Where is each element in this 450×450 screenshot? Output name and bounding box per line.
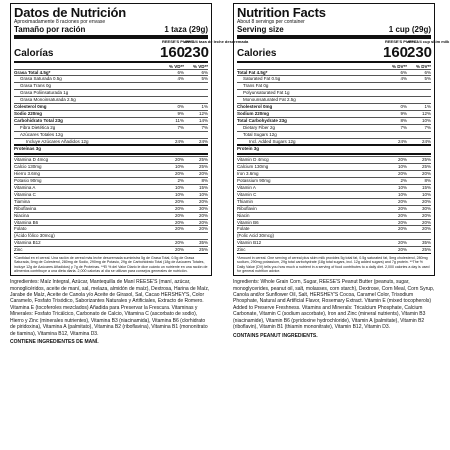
nutrient-name: Colesterol 0mg bbox=[14, 104, 47, 110]
serving-size-label: Serving size bbox=[237, 25, 284, 34]
nutrient-name: Vitamin B6 bbox=[237, 219, 259, 225]
nutrient-row bbox=[14, 117, 208, 124]
dv-with-milk: 12% bbox=[421, 110, 431, 116]
dv-cereal: 20% bbox=[174, 205, 184, 211]
nutrient-name: Vitamina B12 bbox=[14, 240, 41, 246]
dv-with-milk: 20% bbox=[198, 171, 208, 177]
col1-header: REESE'S PUFFS bbox=[385, 39, 417, 44]
calories-with-milk: 230 bbox=[184, 43, 210, 61]
dv-cereal: 6% bbox=[177, 69, 184, 75]
nutrient-name: Vitamina D 4mcg bbox=[14, 157, 49, 163]
dv-with-milk: 20% bbox=[421, 171, 431, 177]
nutrient-name: Riboflavina bbox=[14, 205, 37, 211]
dv-with-milk: 6% bbox=[424, 69, 431, 75]
nutrient-name: Thiamin bbox=[237, 198, 254, 204]
nutrient-name: Incluye Azúcares Añadidos 12g bbox=[26, 138, 89, 144]
nutrient-name: Niacin bbox=[237, 212, 250, 218]
dv-with-milk: 8% bbox=[424, 178, 431, 184]
divider bbox=[237, 61, 431, 63]
dv-cereal: 7% bbox=[400, 124, 407, 130]
nutrient-name: Grasa Poliinsaturada 1g bbox=[20, 90, 69, 96]
serving-size-label: Tamaño por ración bbox=[14, 25, 86, 34]
dv-with-milk: 30% bbox=[198, 205, 208, 211]
nutrient-row bbox=[14, 103, 208, 110]
nutrient-name: Azúcares Totales 12g bbox=[20, 131, 63, 137]
ingredients-text: Ingredientes: Maíz Integral, Azúcar, Mantequilla de Maní REESE'S (maní, azúcar, monoglicéridos, aceite de maní, sal, melaza, almidón de maíz), Dextrosa, Harina de Maíz, Jarabe de Maíz, Aceite de Canola y/o Aceite de Girasol, Sal, Cacao HERSHEY'S, Color Caramelo, Fosfato Trisódico, Saborizantes Naturales y Artificiales, Extracto de Romero. Vitamina E (tocoferoles mezclados) Añadida para Preservar la Frescura. Vitaminas y Minerales: Fosfato Tricálcico, Carbonato de Calcio, Vitamina C (ascorbato de sodio), Hierro y Zinc (minerales nutrientes), Vitamina B3 (niacinamida), Vitamina B6 (clorhidrato de piridoxina), Vitamina A (palmitato), Vitamina B2 (riboflavina), Vitamina B1 (mononitrato de tiamina), Vitamina B12, Vitamina D3. bbox=[10, 279, 210, 337]
dv-cereal: 4% bbox=[400, 76, 407, 82]
dv-cereal: 10% bbox=[174, 185, 184, 190]
vitamin-row bbox=[237, 212, 431, 219]
dv-with-milk: 7% bbox=[424, 124, 431, 130]
dv-with-milk: 15% bbox=[198, 185, 208, 190]
vitamin-row bbox=[237, 177, 431, 184]
nutrient-name: Grasa Trans 0g bbox=[20, 83, 52, 89]
dv-with-milk: 5% bbox=[201, 76, 208, 82]
dv-with-milk: 1% bbox=[201, 104, 208, 110]
dv-with-milk: 30% bbox=[421, 205, 431, 211]
dv-cereal: 20% bbox=[397, 240, 407, 246]
dv-header: % VD** bbox=[192, 63, 208, 69]
dv-cereal: 10% bbox=[397, 191, 407, 197]
vitamin-row bbox=[237, 225, 431, 232]
nutrient-row bbox=[237, 82, 431, 89]
nutrient-name: Tiamina bbox=[14, 198, 30, 204]
dv-with-milk: 35% bbox=[421, 240, 431, 246]
allergen-statement: CONTAINS PEANUT INGREDIENTS. bbox=[233, 332, 318, 339]
divider bbox=[237, 153, 431, 155]
dv-with-milk: 20% bbox=[421, 219, 431, 225]
nutrient-name: Cholesterol 0mg bbox=[237, 104, 273, 110]
nutrient-name: Grasa Monoinsaturada 2.5g bbox=[20, 97, 76, 103]
dv-cereal: 8% bbox=[400, 117, 407, 123]
vitamin-row bbox=[237, 219, 431, 226]
dv-with-milk: 10% bbox=[421, 191, 431, 197]
dv-with-milk: 25% bbox=[198, 164, 208, 170]
dv-cereal: 2% bbox=[177, 178, 184, 184]
dv-with-milk: 24% bbox=[421, 138, 431, 144]
vitamin-list bbox=[237, 156, 431, 253]
nutrient-row bbox=[237, 89, 431, 96]
dv-with-milk: 15% bbox=[421, 185, 431, 190]
dv-cereal: 20% bbox=[174, 171, 184, 177]
dv-cereal: 20% bbox=[397, 157, 407, 163]
nutrition-label bbox=[233, 3, 450, 276]
vitamin-row bbox=[237, 198, 431, 205]
dv-with-milk: 20% bbox=[421, 226, 431, 232]
vitamin-row bbox=[14, 219, 208, 226]
nutrient-name: Saturated Fat 0.5g bbox=[243, 76, 281, 82]
calories-label: Calories bbox=[237, 47, 277, 59]
dv-with-milk: 20% bbox=[198, 219, 208, 225]
dv-with-milk: 20% bbox=[198, 212, 208, 218]
dv-cereal: 7% bbox=[177, 124, 184, 130]
nutrient-name: Calcio 130mg bbox=[14, 164, 42, 170]
dv-with-milk: 8% bbox=[201, 178, 208, 184]
nutrient-name: Niacina bbox=[14, 212, 30, 218]
footnote: *Cantidad en el cereal. Una ración de cereal más leche descremada suministra 5g de Grasa Total, 0.5g de Grasa Saturada, 5mg de Colesterol, 280mg de Sodio, 290mg de Potasio, 29g de Carbohidrato Total (18g de Azúcares Totales, incluye 12g de Azúcares Añadidos) y 7g de Proteínas. **El % del Valor Diario le dice cuánto un nutriente en una ración de alimentos contribuye a una dieta diaria. 2,000 calorías al día se utilizan para consejos generales de nutrición. bbox=[14, 256, 208, 273]
vitamin-row bbox=[14, 191, 208, 198]
dv-header: % DV** bbox=[391, 63, 407, 69]
calories-row bbox=[14, 45, 208, 60]
dv-with-milk: 25% bbox=[421, 157, 431, 163]
nutrient-name: Fibra Dietética 2g bbox=[20, 124, 56, 130]
nutrient-row bbox=[14, 69, 208, 76]
nutrient-name: Total Sugars 12g bbox=[243, 131, 277, 137]
dv-cereal: 20% bbox=[397, 226, 407, 232]
nutrient-list bbox=[237, 69, 431, 153]
dv-cereal: 9% bbox=[177, 110, 184, 116]
dv-cereal: 20% bbox=[174, 198, 184, 204]
dv-cereal: 10% bbox=[174, 191, 184, 197]
calories-with-milk: 230 bbox=[407, 43, 433, 61]
vitamin-list bbox=[14, 156, 208, 253]
vitamin-row bbox=[237, 156, 431, 163]
nutrient-name: Vitamin B12 bbox=[237, 240, 262, 246]
dv-cereal: 20% bbox=[397, 171, 407, 177]
dv-cereal: 20% bbox=[397, 212, 407, 218]
dv-with-milk: 10% bbox=[421, 117, 431, 123]
ingredients-text: Ingredients: Whole Grain Corn, Sugar, REESE'S Peanut Butter (peanuts, sugar, monoglycerides, peanut oil, salt, molasses, corn starch), Dextrose, Corn Meal, Corn Syrup, Canola and/or Sunflower Oil, Salt, HERSHEY'S Cocoa, Caramel Color, Trisodium Phosphate, Natural and Artificial Flavor, Rosemary Extract. Vitamin E (mixed tocopherols) Added to Preserve Freshness. Vitamins and Minerals: Tricalcium Phosphate, Calcium Carbonate, Vitamin C (sodium ascorbate), Iron and Zinc (mineral nutrients), Vitamin B3 (niacinamide), Vitamin B6 (pyridoxine hydrochloride), Vitamin A (palmitate), Vitamin B2 (riboflavin), Vitamin B1 (thiamin mononitrate), Vitamin B12, Vitamin D3. bbox=[233, 279, 435, 331]
vitamin-row bbox=[14, 246, 208, 253]
nutrient-row bbox=[237, 124, 431, 131]
serving-size-row bbox=[237, 25, 431, 34]
nutrient-name: Polyunsaturated Fat 1g bbox=[243, 90, 290, 96]
nutrient-row bbox=[237, 117, 431, 124]
dv-cereal: 10% bbox=[397, 164, 407, 170]
nutrient-list bbox=[14, 69, 208, 153]
nutrient-name: Calcium 130mg bbox=[237, 164, 269, 170]
dv-cereal: 20% bbox=[174, 157, 184, 163]
nutrient-name: Zinc bbox=[237, 247, 246, 253]
nutrient-row bbox=[237, 103, 431, 110]
nutrient-name: Potassium 90mg bbox=[237, 178, 271, 184]
dv-with-milk: 25% bbox=[198, 157, 208, 163]
dv-cereal: 6% bbox=[400, 69, 407, 75]
dv-with-milk: 20% bbox=[198, 198, 208, 204]
divider bbox=[237, 253, 431, 254]
dv-cereal: 2% bbox=[400, 178, 407, 184]
vitamin-row bbox=[237, 232, 431, 239]
dv-cereal: 10% bbox=[174, 164, 184, 170]
nutrient-name: Sodio 220mg bbox=[14, 110, 43, 116]
servings-per-container: About 8 servings per container bbox=[237, 19, 305, 25]
nutrient-row bbox=[237, 138, 431, 145]
vitamin-row bbox=[237, 246, 431, 253]
english-nutrition-panel bbox=[233, 3, 450, 447]
nutrient-name: Dietary Fiber 2g bbox=[243, 124, 276, 130]
dv-with-milk: 12% bbox=[198, 110, 208, 116]
dv-cereal: 0% bbox=[177, 104, 184, 110]
nutrient-name: Proteínas 3g bbox=[14, 146, 42, 152]
dv-with-milk: 7% bbox=[201, 124, 208, 130]
dv-with-milk: 24% bbox=[198, 138, 208, 144]
nutrient-name: Grasa Total 4.5g* bbox=[14, 69, 51, 75]
nutrient-name: Riboflavin bbox=[237, 205, 257, 211]
nutrient-name: Total Carbohydrate 23g bbox=[237, 117, 287, 123]
nutrient-name: Carbohidrato Total 23g bbox=[14, 117, 63, 123]
allergen-statement: CONTIENE INGREDIENTES DE MANÍ. bbox=[10, 338, 99, 345]
dv-with-milk: 14% bbox=[198, 117, 208, 123]
nutrient-row bbox=[14, 110, 208, 117]
nutrient-name: Total Fat 4.5g* bbox=[237, 69, 268, 75]
dv-with-milk: 20% bbox=[421, 212, 431, 218]
nutrient-name: Vitamin D 4mcg bbox=[237, 157, 269, 163]
label-title: Datos de Nutrición bbox=[14, 5, 126, 20]
vitamin-row bbox=[14, 212, 208, 219]
nutrient-row bbox=[14, 89, 208, 96]
col1-header: REESE'S PUFFS bbox=[162, 39, 194, 44]
dv-with-milk: 25% bbox=[198, 247, 208, 253]
vitamin-row bbox=[237, 205, 431, 212]
dv-cereal: 20% bbox=[174, 226, 184, 232]
vitamin-row bbox=[14, 177, 208, 184]
dv-with-milk: 25% bbox=[421, 164, 431, 170]
nutrient-name: (Ácido fólico 30mcg) bbox=[14, 233, 55, 239]
dv-cereal: 24% bbox=[174, 138, 184, 144]
nutrient-row bbox=[237, 144, 431, 152]
dv-header: % VD** bbox=[168, 63, 184, 69]
nutrient-name: Sodium 220mg bbox=[237, 110, 270, 116]
vitamin-row bbox=[14, 156, 208, 163]
dv-cereal: 0% bbox=[400, 104, 407, 110]
nutrient-name: Monounsaturated Fat 2.5g bbox=[243, 97, 296, 103]
vitamin-row bbox=[237, 239, 431, 246]
nutrient-name: (Folic Acid 30mcg) bbox=[237, 233, 275, 239]
nutrient-name: Trans Fat 0g bbox=[243, 83, 269, 89]
dv-with-milk: 6% bbox=[201, 69, 208, 75]
nutrient-name: Zinc bbox=[14, 247, 23, 253]
nutrient-row bbox=[14, 131, 208, 138]
nutrient-name: Hierro 3.6mg bbox=[14, 171, 41, 177]
vitamin-row bbox=[237, 184, 431, 191]
divider bbox=[14, 61, 208, 63]
calories-label: Calorías bbox=[14, 47, 54, 59]
nutrient-row bbox=[237, 96, 431, 103]
vitamin-row bbox=[14, 232, 208, 239]
divider bbox=[14, 153, 208, 155]
vitamin-row bbox=[14, 170, 208, 177]
dv-cereal: 24% bbox=[397, 138, 407, 144]
dv-with-milk: 5% bbox=[424, 76, 431, 82]
dv-cereal: 20% bbox=[174, 219, 184, 225]
nutrient-row bbox=[237, 75, 431, 82]
dv-cereal: 20% bbox=[174, 247, 184, 253]
nutrient-name: Folato bbox=[14, 226, 27, 232]
dv-cereal: 10% bbox=[397, 185, 407, 190]
nutrient-name: Protein 3g bbox=[237, 146, 260, 152]
dv-cereal: 4% bbox=[177, 76, 184, 82]
serving-size-value: 1 cup (29g) bbox=[388, 25, 431, 34]
nutrient-name: Vitamina B6 bbox=[14, 219, 39, 225]
nutrient-row bbox=[14, 144, 208, 152]
vitamin-row bbox=[14, 205, 208, 212]
nutrient-name: Incl. Added Sugars 12g bbox=[249, 138, 296, 144]
nutrient-row bbox=[14, 124, 208, 131]
nutrient-row bbox=[237, 131, 431, 138]
dv-cereal: 20% bbox=[174, 212, 184, 218]
nutrient-name: Iron 3.6mg bbox=[237, 171, 259, 177]
dv-with-milk: 25% bbox=[421, 247, 431, 253]
calories-cereal: 160 bbox=[383, 43, 409, 61]
dv-with-milk: 35% bbox=[198, 240, 208, 246]
nutrient-row bbox=[14, 75, 208, 82]
vitamin-row bbox=[14, 198, 208, 205]
nutrient-row bbox=[14, 82, 208, 89]
vitamin-row bbox=[14, 163, 208, 170]
nutrient-row bbox=[14, 96, 208, 103]
dv-cereal: 20% bbox=[397, 205, 407, 211]
nutrient-name: Vitamina C bbox=[14, 191, 36, 197]
vitamin-row bbox=[237, 163, 431, 170]
dv-with-milk: 1% bbox=[424, 104, 431, 110]
dv-cereal: 20% bbox=[174, 240, 184, 246]
col2-header: con 3/4 taza de leche descremada bbox=[184, 39, 249, 44]
nutrient-name: Vitamina A bbox=[14, 185, 36, 190]
divider bbox=[14, 253, 208, 254]
dv-with-milk: 10% bbox=[198, 191, 208, 197]
vitamin-row bbox=[237, 170, 431, 177]
dv-cereal: 11% bbox=[175, 117, 184, 123]
col2-header: with 3/4 cup skim milk bbox=[407, 39, 450, 44]
nutrient-name: Vitamin C bbox=[237, 191, 257, 197]
servings-per-container: Aproximadamente 8 raciones por envase bbox=[14, 19, 106, 25]
dv-with-milk: 20% bbox=[198, 226, 208, 232]
dv-cereal: 20% bbox=[397, 247, 407, 253]
vitamin-row bbox=[14, 239, 208, 246]
calories-cereal: 160 bbox=[160, 43, 186, 61]
nutrient-row bbox=[237, 69, 431, 76]
vitamin-row bbox=[14, 184, 208, 191]
footnote: *Amount in cereal. One serving of cereal plus skim milk provides 5g total fat, 0.5g saturated fat, 5mg cholesterol, 280mg sodium, 290mg potassium, 29g total carbohydrate (18g total sugars, incl. 12g added sugars) and 7g protein. **The % Daily Value (DV) tells you how much a nutrient in a serving of food contributes to a daily diet. 2,000 calories a day is used for general nutrition advice. bbox=[237, 256, 430, 273]
dv-header: % DV** bbox=[415, 63, 431, 69]
label-title: Nutrition Facts bbox=[237, 5, 326, 20]
nutrient-row bbox=[237, 110, 431, 117]
calories-row bbox=[237, 45, 431, 60]
vitamin-row bbox=[237, 191, 431, 198]
nutrient-row bbox=[14, 138, 208, 145]
dv-cereal: 20% bbox=[397, 219, 407, 225]
nutrient-name: Potasio 90mg bbox=[14, 178, 42, 184]
serving-size-value: 1 taza (29g) bbox=[164, 25, 208, 34]
nutrient-name: Folate bbox=[237, 226, 250, 232]
dv-cereal: 20% bbox=[397, 198, 407, 204]
dv-cereal: 9% bbox=[400, 110, 407, 116]
vitamin-row bbox=[14, 225, 208, 232]
serving-size-row bbox=[14, 25, 208, 34]
nutrient-name: Vitamin A bbox=[237, 185, 256, 190]
nutrient-name: Grasa Saturada 0.5g bbox=[20, 76, 62, 82]
dv-with-milk: 20% bbox=[421, 198, 431, 204]
